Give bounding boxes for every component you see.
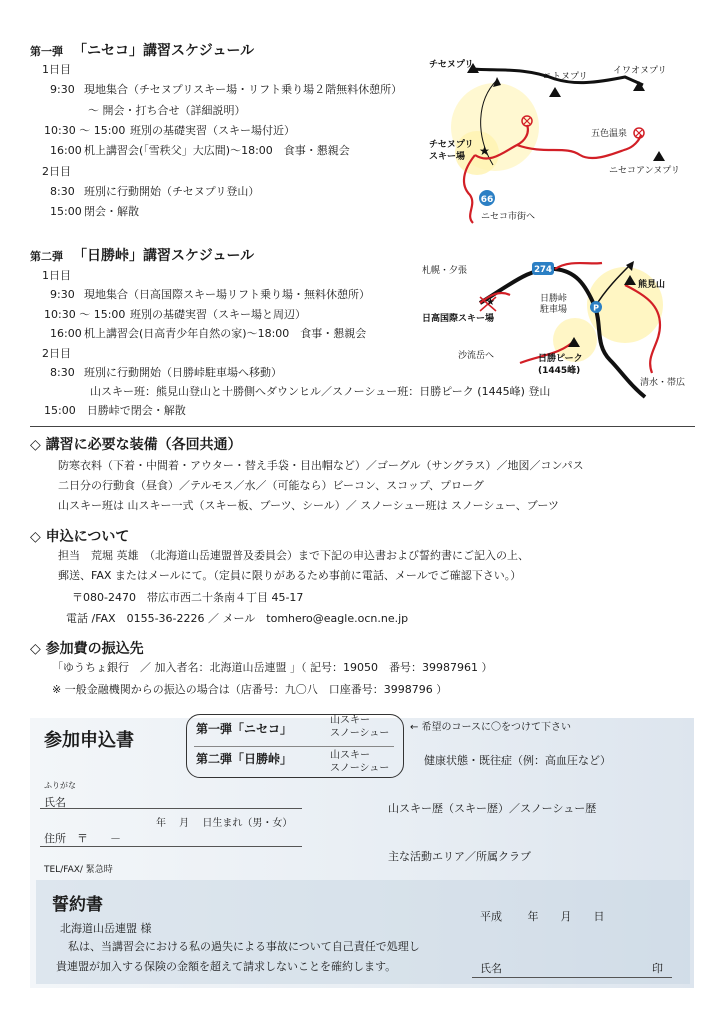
course-hidaka-options (330, 749, 389, 775)
equipment-line-2: 二日分の行動食（昼食）／テルモス／水／（可能なら）ビーコン、スコップ、プローグ (58, 479, 485, 492)
schedule-text: 班別の基礎実習（スキー場と周辺） (130, 307, 306, 321)
schedule-text: 机上講習会(日高青少年自然の家)～18:00 食事・懇親会 (84, 327, 367, 341)
map-label-kumami: 熊見山 (638, 280, 666, 290)
niseko-heading-title: 「ニセコ」講習スケジュール (73, 43, 255, 59)
anupuri-peak-icon (653, 151, 665, 161)
map-label-nissho-pass: 日勝峠駐車場 (540, 294, 568, 315)
hidaka-closing-text: 日勝峠で閉会・解散 (86, 404, 186, 417)
map-label-nissho-peak: 日勝ピーク(1445峰) (538, 354, 583, 376)
history-field-label: 山スキー歴（スキー歴）／スノーシュー歴 (388, 802, 597, 815)
fee-heading: ◇ 参加費の振込先 (30, 641, 144, 657)
schedule-text: 現地集合（日高国際スキー場リフト乗り場・無料休憩所） (84, 288, 370, 302)
hidaka-group-note: 山スキー班：熊見山登山と十勝側へダウンヒル／スノーシュー班：日勝ピーク (1445峰) 登山 (90, 385, 551, 398)
schedule-text: 班別の基礎実習（スキー場付近） (130, 123, 295, 137)
hidaka-heading-title: 「日勝峠」講習スケジュール (73, 248, 255, 264)
section-divider (30, 426, 695, 427)
schedule-day: 1日目 (42, 63, 71, 76)
hidaka-ski-star-icon: ★ (486, 297, 495, 308)
route-274-label: 274 (534, 265, 552, 275)
name-field-line[interactable] (40, 808, 302, 809)
schedule-text: 班別に行動開始（日勝峠駐車場へ移動） (84, 366, 282, 379)
equipment-line-1: 防寒衣料（下着・中間着・アウター・替え手袋・目出帽など）／ゴーグル（サングラス）／地図／コンパス (58, 459, 584, 472)
course-hidaka-snow-option[interactable]: スノーシュー (330, 763, 390, 774)
schedule-time: 10:30 ～ 15:00 (44, 123, 126, 137)
schedule-time: 15:00 (50, 205, 82, 219)
map-label-chisenupuri-ski: チセヌプリスキー場 (429, 140, 474, 162)
parking-label: P (593, 303, 599, 313)
map-label-hidaka-ski: 日高国際スキー場 (422, 314, 495, 324)
course-hidaka-ski-option[interactable]: 山スキー (330, 750, 370, 761)
address-field-label: 住所 〒 － (44, 832, 121, 845)
schedule-day: 1日目 (42, 269, 71, 282)
hidaka-red-route (555, 263, 602, 269)
oath-seal-label: 印 (652, 962, 663, 975)
schedule-time: 8:30 (50, 366, 75, 379)
course-niseko[interactable]: 第一弾「ニセコ」 (196, 722, 293, 736)
name-field-label: 氏名 (44, 796, 66, 809)
tel-field-label: TEL/FAX/ 緊急時 (44, 865, 113, 875)
schedule-text: 閉会・解散 (84, 205, 139, 219)
hidaka-closing (44, 403, 186, 419)
map-label-goshiki-onsen: 五色温泉 (591, 129, 628, 139)
birth-field-label: 年 月 日生まれ（男・女） (156, 818, 293, 829)
furigana-label: ふりがな (44, 781, 76, 790)
schedule-time: 9:30 (50, 288, 75, 302)
apply-address: 〒080-2470 帯広市西二十条南４丁目 45-17 (72, 591, 304, 604)
course-hint: ← 希望のコースに〇をつけて下さい (410, 722, 572, 733)
map-label-shimizu: 清水・帯広 (640, 378, 686, 388)
course-hidaka[interactable]: 第二弾「日勝峠」 (196, 752, 293, 766)
oath-signature-line[interactable] (472, 977, 672, 978)
form-title: 参加申込書 (44, 730, 134, 751)
hidaka-closing-time: 15:00 (44, 404, 76, 417)
area-field-label: 主な活動エリア／所属クラブ (388, 850, 531, 863)
oath-date: 平成 年 月 日 (480, 910, 605, 923)
schedule-time: 10:30 ～ 15:00 (44, 307, 126, 321)
schedule-time: 16:00 (50, 144, 82, 158)
fee-line-2: ※ 一般金融機関からの振込の場合は（店番号：九〇八 口座番号：3998796 ） (52, 683, 448, 696)
course-niseko-ski-option[interactable]: 山スキー (330, 715, 370, 726)
schedule-day: 2日目 (42, 164, 71, 178)
map-label-niseko-town: ニセコ市街へ (481, 212, 536, 222)
oath-title: 誓約書 (52, 895, 103, 915)
map-label-saru: 沙流岳へ (458, 351, 495, 361)
nitonupuri-peak-icon (549, 87, 561, 97)
oath-body-2: 貴連盟が加入する保険の金額を超えて請求しないことを確約します。 (56, 960, 397, 973)
map-label-iwaonupuri: イワオヌプリ (613, 66, 667, 76)
map-label-nitonupuri: ニトヌプリ (543, 72, 588, 82)
schedule-text: 現地集合（チセヌプリスキー場・リフト乗り場２階無料休憩所） (84, 83, 403, 97)
map-label-chisenupuri: チセヌプリ (429, 60, 474, 70)
schedule-time: 16:00 (50, 327, 82, 341)
map-label-sapporo: 札幌・夕張 (422, 266, 468, 276)
apply-line-2: 郵送、FAX またはメールにて。（定員に限りがあるため事前に電話、メールでご確認下さい。） (58, 569, 522, 582)
schedule-text: 班別に行動開始（チセヌプリ登山） (84, 184, 260, 198)
niseko-map (415, 55, 705, 225)
hidaka-heading-number: 第二弾 (30, 250, 63, 263)
schedule-day: 2日目 (42, 346, 71, 360)
health-field-label: 健康状態・既往症（例：高血圧など） (424, 754, 611, 767)
oath-name-label: 氏名 (480, 962, 502, 975)
apply-heading: ◇ 申込について (30, 529, 130, 545)
schedule-text: 机上講習会(「雪秩父」大広間)～18:00 食事・懇親会 (84, 144, 350, 158)
address-field-line[interactable] (40, 846, 302, 847)
equipment-heading: ◇ 講習に必要な装備（各回共通） (30, 437, 242, 453)
route-66-label: 66 (480, 195, 494, 205)
hidaka-map (420, 245, 705, 410)
oath-body-1: 私は、当講習会における私の過失による事故について自己責任で処理し (68, 940, 420, 953)
oath-addressee: 北海道山岳連盟 様 (60, 922, 152, 935)
equipment-line-3: 山スキー班は 山スキー一式（スキー板、ブーツ、シール）／ スノーシュー班は スノーシュー、ブーツ (58, 499, 559, 512)
schedule-time: 8:30 (50, 184, 75, 198)
course-niseko-options (330, 714, 389, 740)
apply-contact: 電話 /FAX 0155-36-2226 ／ メール tomhero@eagle.ocn.ne.jp (66, 612, 409, 625)
fee-line-1: 「ゆうちょ銀行 ／ 加入者名：北海道山岳連盟 」（ 記号：19050 番号：39987961 ） (52, 661, 493, 674)
niseko-heading-number: 第一弾 (30, 45, 63, 58)
schedule-time: 9:30 (50, 83, 75, 97)
map-label-anupuri: ニセコアンヌプリ (609, 166, 680, 176)
apply-line-1: 担当 荒堀 英雄 （北海道山岳連盟普及委員会）まで下記の申込書および誓約書にご記入の上、 (58, 549, 529, 562)
niseko-heading (30, 40, 254, 60)
schedule-text: ～ 開会・打ち合せ（詳細説明） (88, 103, 246, 117)
hidaka-heading (30, 245, 254, 265)
niseko-ski-star-icon: ★ (479, 144, 490, 158)
course-niseko-snow-option[interactable]: スノーシュー (330, 728, 390, 739)
